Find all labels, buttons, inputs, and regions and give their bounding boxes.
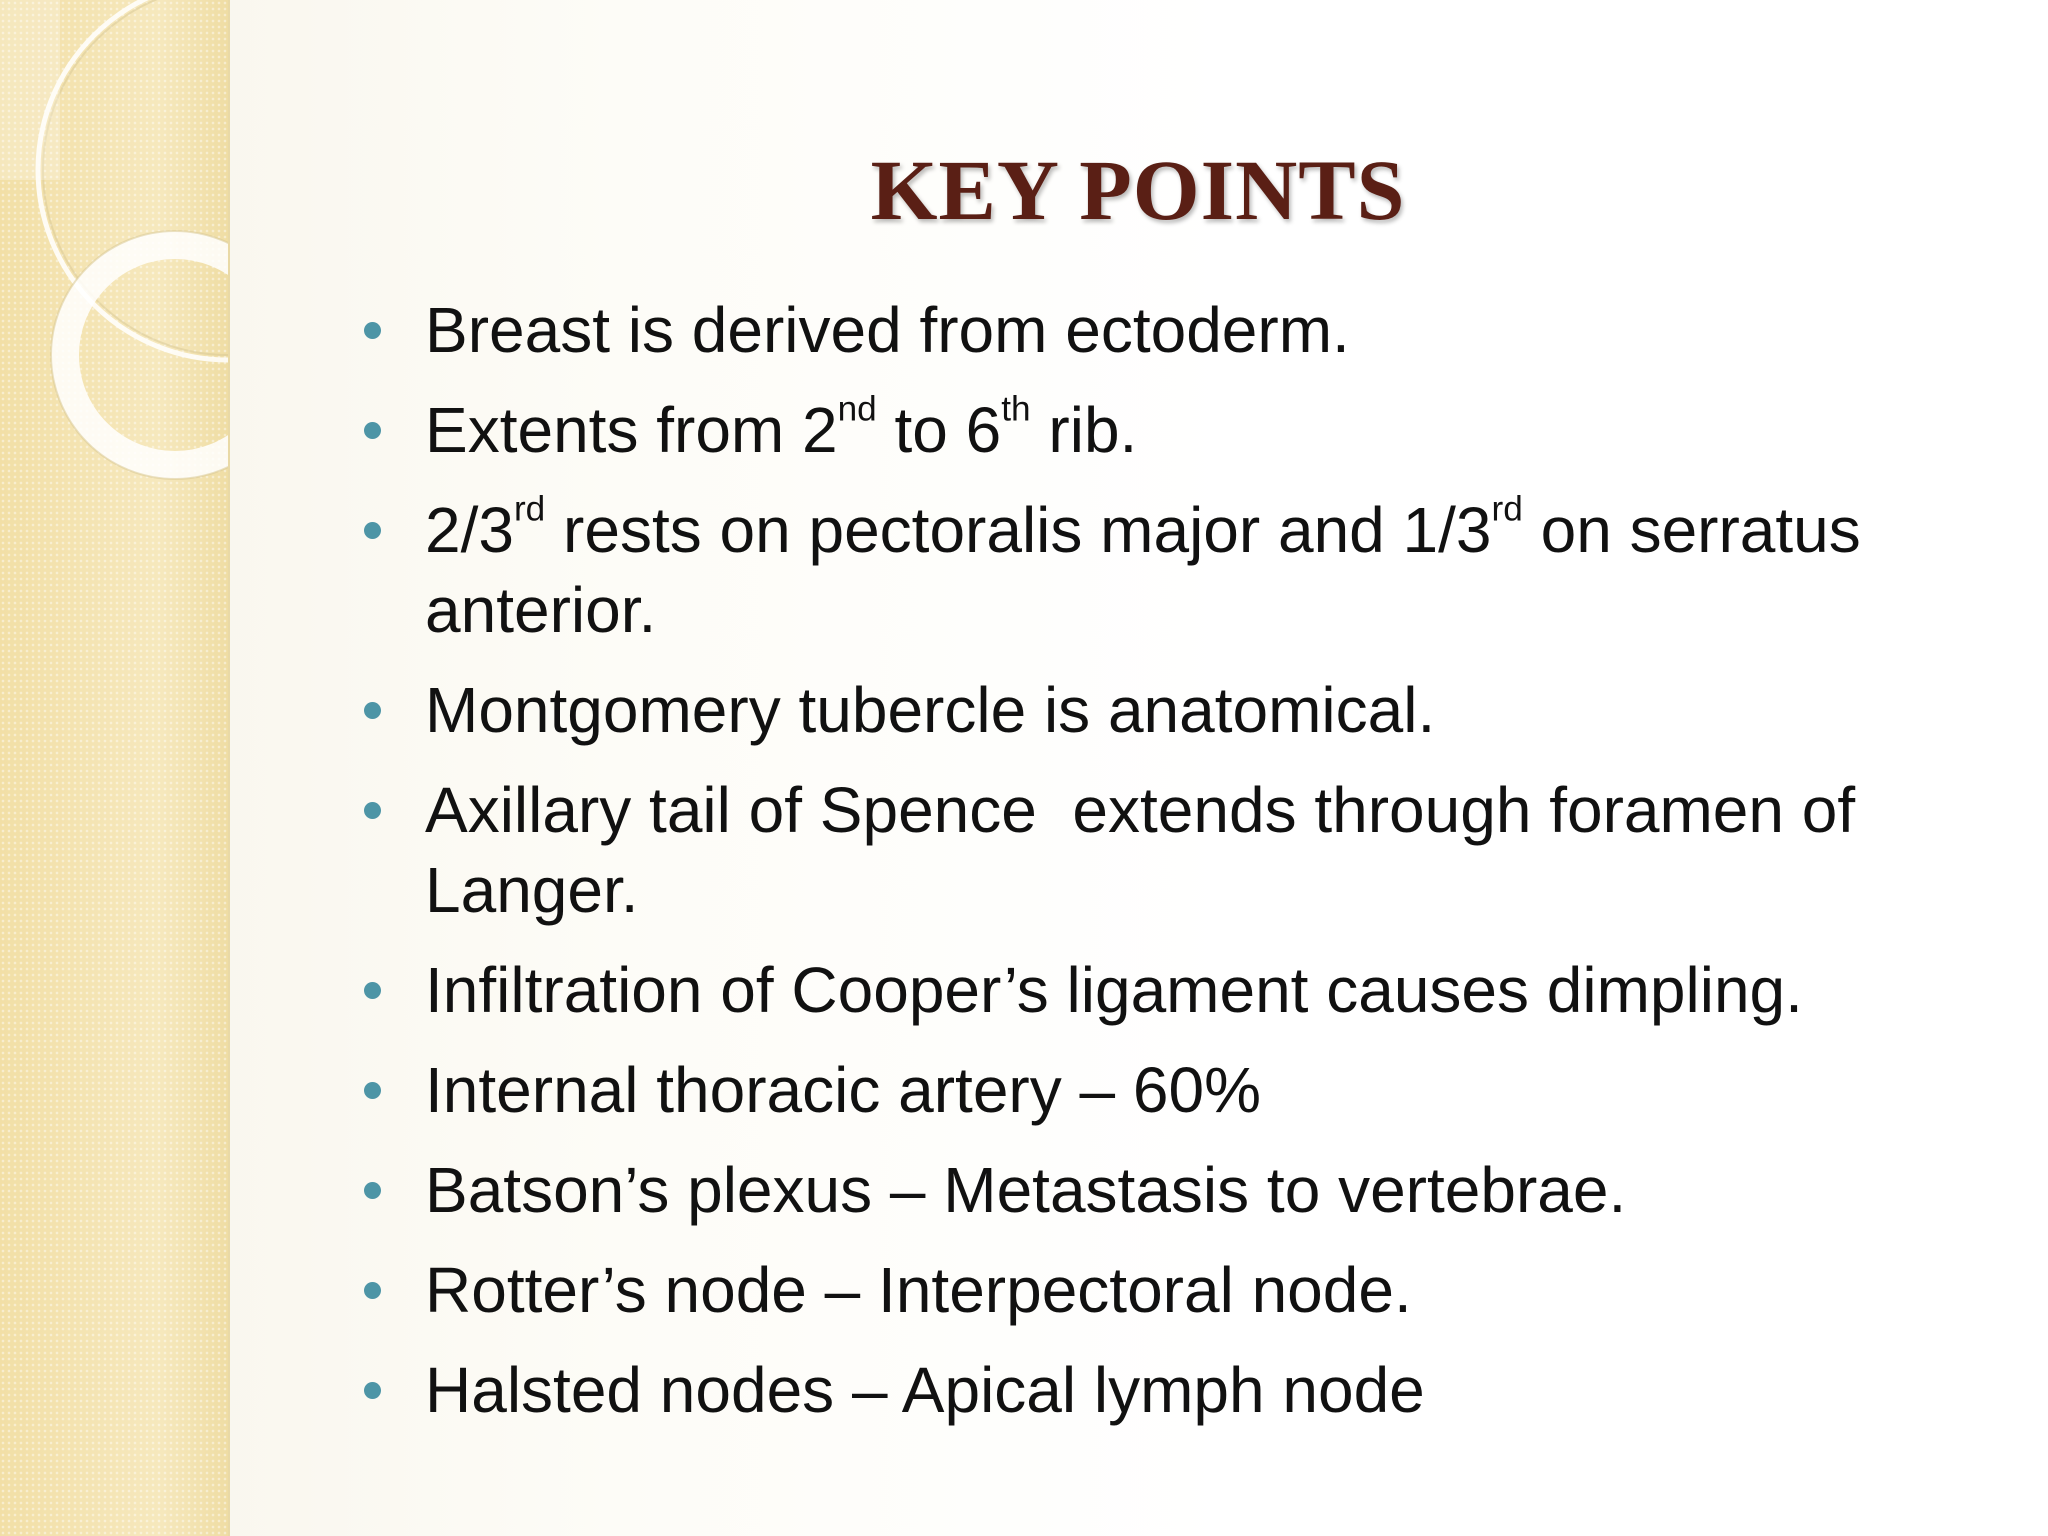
bullet-dot-icon [364, 1382, 381, 1399]
bullet-text-part: on serratus anterior. [425, 494, 1861, 646]
superscript: rd [513, 489, 546, 529]
superscript: rd [1491, 489, 1523, 529]
bullet-dot-icon [364, 1082, 381, 1099]
list-item [360, 290, 2000, 370]
list-item [360, 770, 2000, 930]
decorative-rings-graphic [0, 0, 228, 520]
list-item [360, 1250, 2000, 1330]
list-item [360, 490, 2000, 650]
bullet-dot-icon [364, 1282, 381, 1299]
bullet-text-part: 2/3 [425, 494, 514, 566]
bullet-dot-icon [364, 982, 381, 999]
bullet-text: Rotter’s node – Interpectoral node. [425, 1254, 1412, 1326]
bullet-text-part: to 6 [876, 394, 1002, 466]
list-item [360, 1150, 2000, 1230]
list-item [360, 1350, 2000, 1430]
bullet-text-part: Extents from 2 [425, 394, 838, 466]
superscript: th [1001, 389, 1031, 429]
bullet-text: Infiltration of Cooper’s ligament causes dimpling. [425, 954, 1803, 1026]
bullet-text-part: rib. [1030, 394, 1138, 466]
bullet-dot-icon [364, 802, 381, 819]
list-item [360, 950, 2000, 1030]
decorative-side-panel [0, 0, 230, 1536]
bullet-text: Internal thoracic artery – 60% [425, 1054, 1261, 1126]
bullet-dot-icon [364, 1182, 381, 1199]
bullet-dot-icon [364, 322, 381, 339]
bullet-text: Axillary tail of Spence extends through foramen of Langer. [425, 774, 1873, 926]
bullet-text: Batson’s plexus – Metastasis to vertebrae. [425, 1154, 1627, 1226]
superscript: nd [837, 389, 877, 429]
bullet-text: Halsted nodes – Apical lymph node [425, 1354, 1425, 1426]
list-item [360, 670, 2000, 750]
list-item [360, 390, 2000, 470]
bullet-text: Montgomery tubercle is anatomical. [425, 674, 1436, 746]
bullet-dot-icon [364, 702, 381, 719]
key-points-list [360, 290, 2000, 1450]
bullet-dot-icon [364, 522, 381, 539]
bullet-text: Breast is derived from ectoderm. [425, 294, 1350, 366]
bullet-dot-icon [364, 422, 381, 439]
bullet-text-part: rests on pectoralis major and 1/3 [545, 494, 1492, 566]
list-item [360, 1050, 2000, 1130]
slide-title: KEY POINTS [870, 142, 1406, 238]
